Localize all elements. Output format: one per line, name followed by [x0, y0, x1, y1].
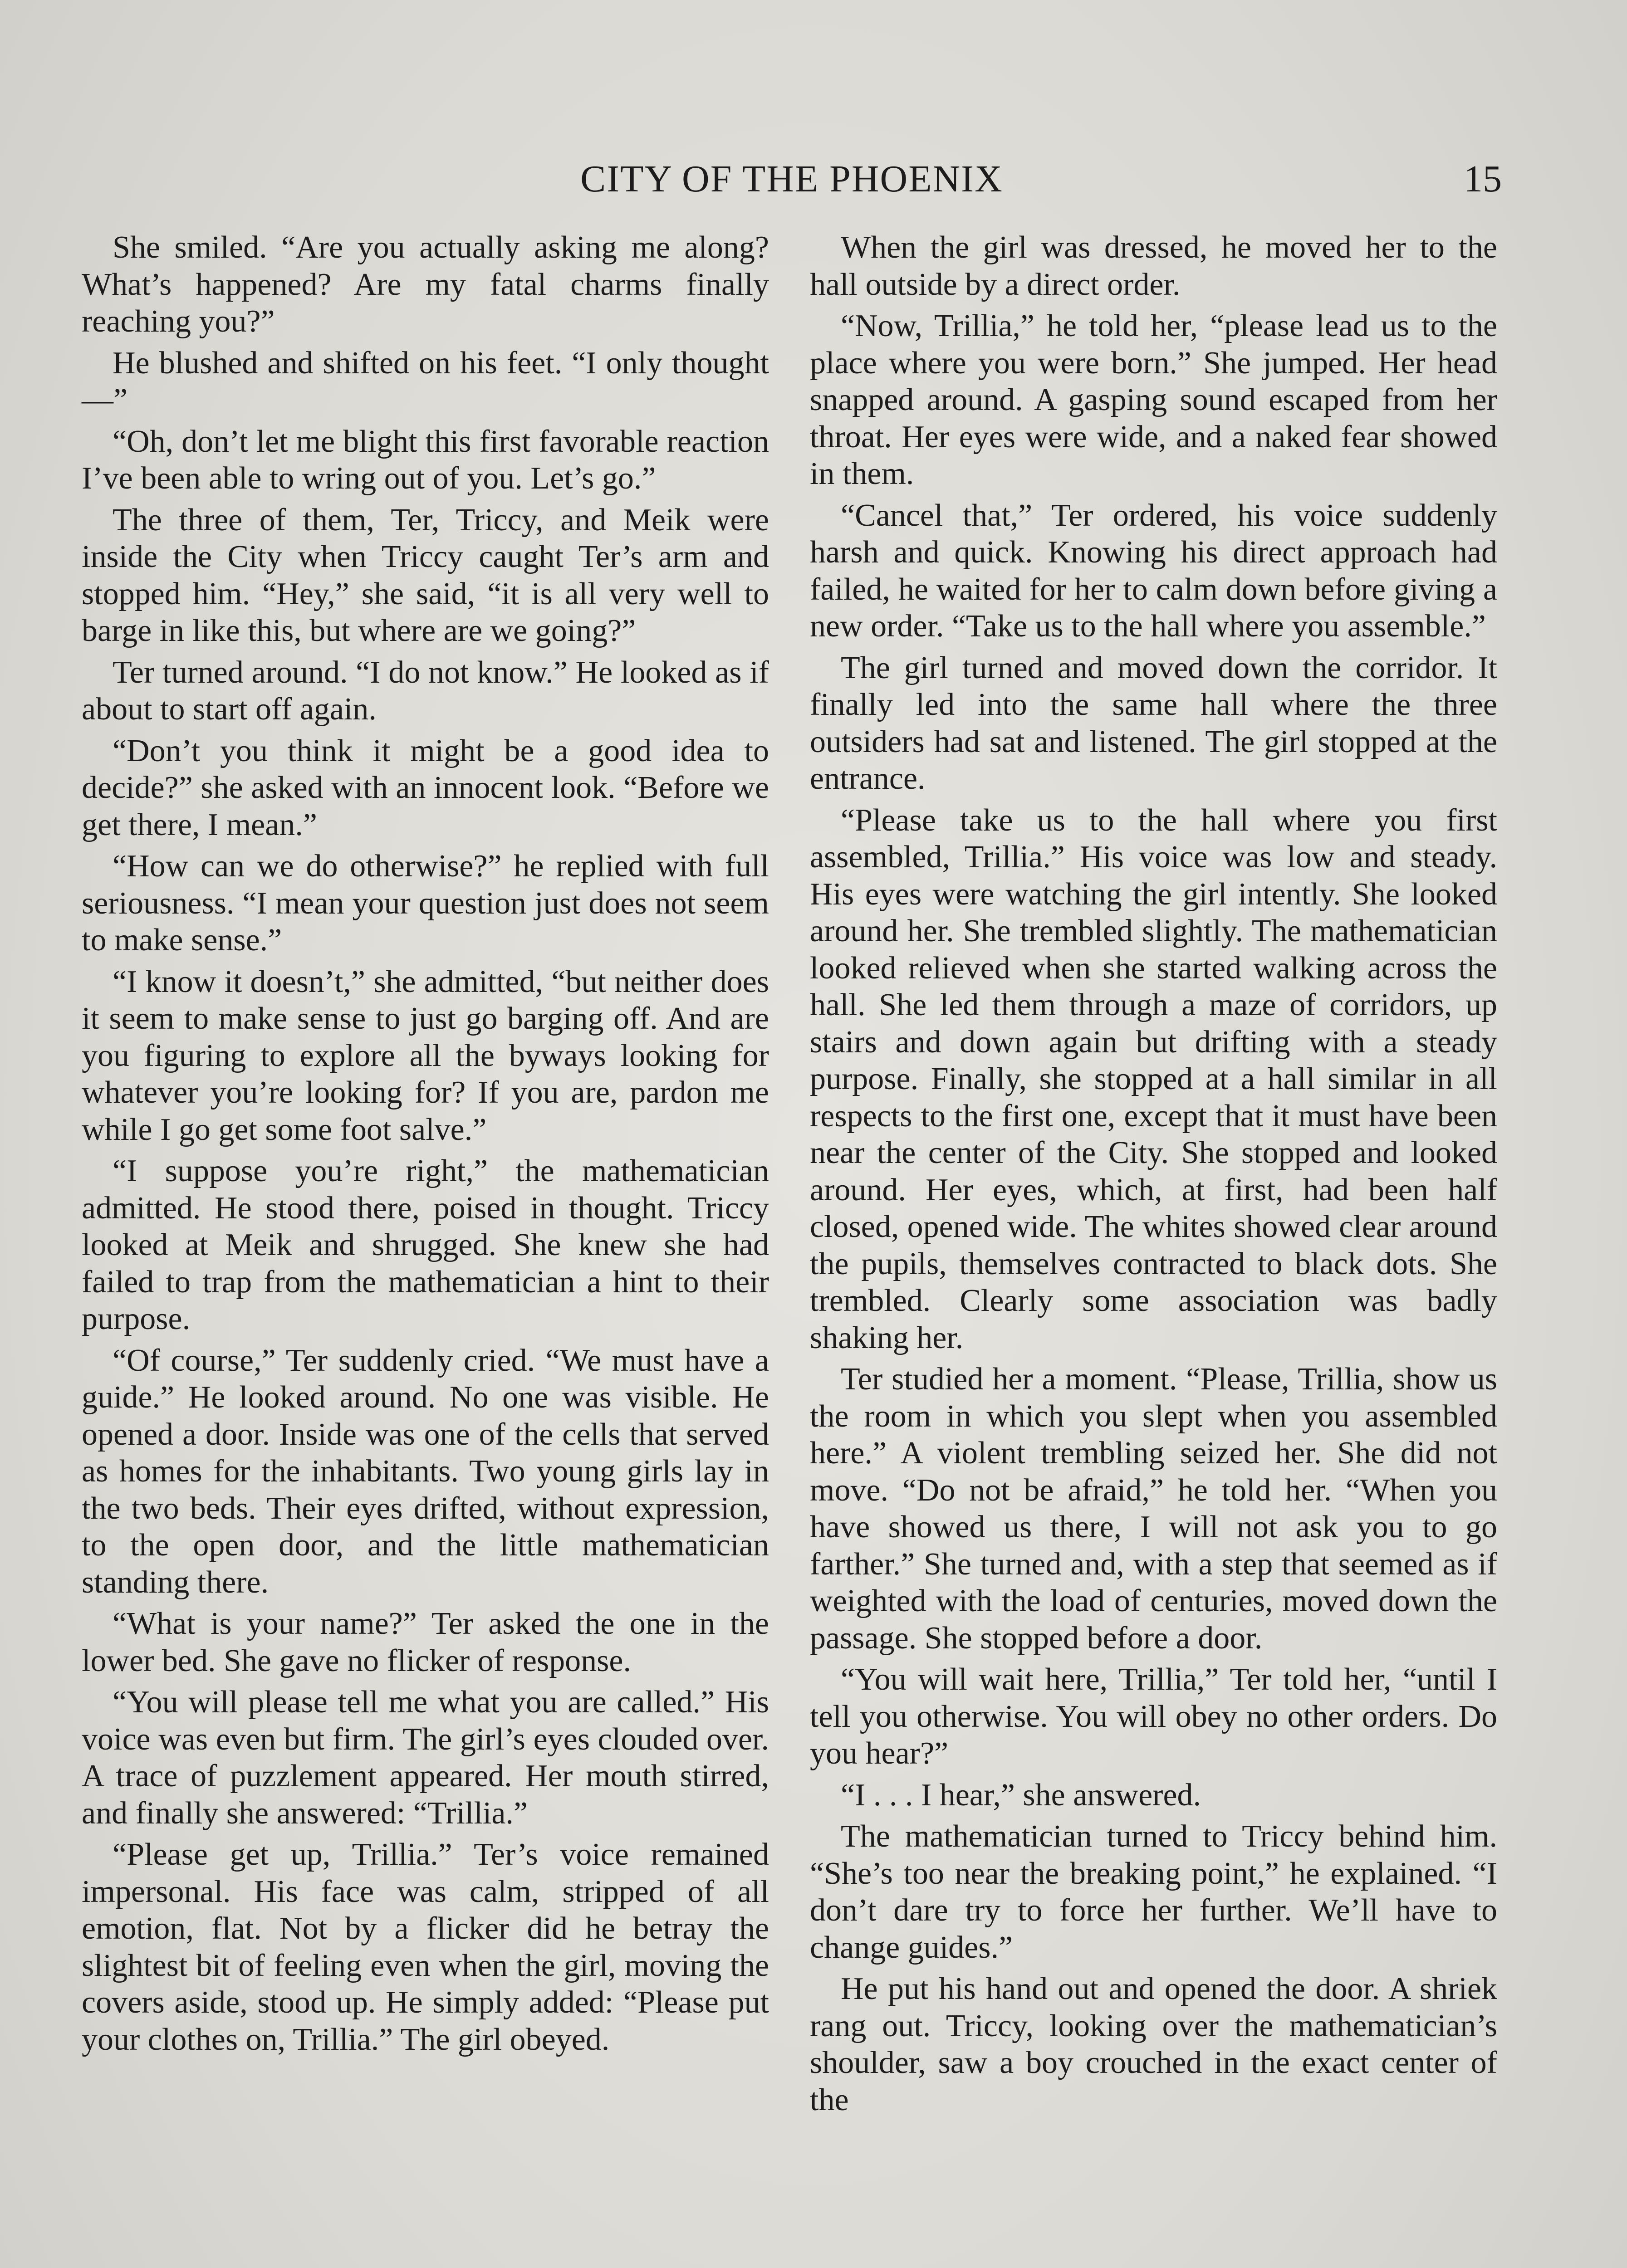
paragraph: “Don’t you think it might be a good idea to decide?” she asked with an innocent look. “Before we get there, I mean.”: [82, 733, 769, 842]
page-number: 15: [1464, 158, 1502, 200]
paragraph: “How can we do otherwise?” he replied with full seriousness. “I mean your question just does not seem to make sense.”: [82, 849, 769, 958]
paragraph: When the girl was dressed, he moved her to the hall outside by a direct order.: [810, 230, 1497, 302]
right-column: [810, 229, 1497, 2123]
paragraph: He blushed and shifted on his feet. “I only thought—”: [82, 345, 769, 417]
paragraph: “You will wait here, Trillia,” Ter told her, “until I tell you otherwise. You will obey no other orders. Do you hear?”: [810, 1662, 1497, 1771]
paragraph: “I suppose you’re right,” the mathematician admitted. He stood there, poised in thought. Triccy looked at Meik and shrugged. She knew she had failed to trap from the mathematician a hint to their purpose.: [82, 1154, 769, 1336]
paragraph: “Please get up, Trillia.” Ter’s voice remained impersonal. His face was calm, stripped of all emotion, flat. Not by a flicker did he betray the slightest bit of feeling even when the girl, moving the covers aside, stood up. He simply added: “Please put your clothes on, Trillia.” The girl obeyed.: [82, 1837, 769, 2057]
left-column: [82, 229, 769, 2063]
paragraph: “I . . . I hear,” she answered.: [841, 1777, 1201, 1813]
paragraph: The girl turned and moved down the corridor. It finally led into the same hall where the three outsiders had sat and listened. The girl stopped at the entrance.: [810, 650, 1497, 796]
paragraph: Ter studied her a moment. “Please, Trillia, show us the room in which you slept when you assembled here.” A violent trembling seized her. She did not move. “Do not be afraid,” he told her. “When you have showed us there, I will not ask you to go farther.” She turned and, with a step that seemed as if weighted with the load of centuries, moved down the passage. She stopped before a door.: [810, 1362, 1497, 1656]
paragraph: “I know it doesn’t,” she admitted, “but neither does it seem to make sense to just go barging off. And are you figuring to explore all the byways looking for whatever you’re looking for? If you are, pardon me while I go get some foot salve.”: [82, 964, 769, 1147]
running-header: [82, 154, 1502, 204]
paragraph: “You will please tell me what you are called.” His voice was even but firm. The girl’s eyes clouded over. A trace of puzzlement appeared. Her mouth stirred, and finally she answered: “Trillia.”: [82, 1685, 769, 1831]
paragraph: “Now, Trillia,” he told her, “please lead us to the place where you were born.” She jumped. Her head snapped around. A gasping sound escaped from her throat. Her eyes were wide, and a naked fear showed in them.: [810, 308, 1497, 491]
paragraph: “Of course,” Ter suddenly cried. “We must have a guide.” He looked around. No one was visible. He opened a door. Inside was one of the cells that served as homes for the inhabitants. Two young girls lay in the two beds. Their eyes drifted, without expression, to the open door, and the little mathematician standing there.: [82, 1343, 769, 1600]
paragraph: “Cancel that,” Ter ordered, his voice suddenly harsh and quick. Knowing his direct approach had failed, he waited for her to calm down before giving a new order. “Take us to the hall where you assemble.”: [810, 498, 1497, 644]
paragraph: “Oh, don’t let me blight this first favorable reaction I’ve been able to wring out of you. Let’s go.”: [82, 424, 769, 496]
paragraph: She smiled. “Are you actually asking me along? What’s happened? Are my fatal charms finally reaching you?”: [82, 230, 769, 339]
paragraph: The mathematician turned to Triccy behind him. “She’s too near the breaking point,” he explained. “I don’t dare try to force her further. We’ll have to change guides.”: [810, 1819, 1497, 1965]
paragraph: “What is your name?” Ter asked the one in the lower bed. She gave no flicker of response.: [82, 1606, 769, 1678]
paragraph: “Please take us to the hall where you first assembled, Trillia.” His voice was low and steady. His eyes were watching the girl intently. She looked around her. She trembled slightly. The mathematician looked relieved when she started walking across the hall. She led them through a maze of corridors, up stairs and down again but drifting with a steady purpose. Finally, she stopped at a hall similar in all respects to the first one, except that it must have been near the center of the City. She stopped and looked around. Her eyes, which, at first, had been half closed, opened wide. The whites showed clear around the pupils, themselves contracted to black dots. She trembled. Clearly some association was badly shaking her.: [810, 802, 1497, 1355]
paragraph: Ter turned around. “I do not know.” He looked as if about to start off again.: [82, 655, 769, 727]
paragraph: The three of them, Ter, Triccy, and Meik were inside the City when Triccy caught Ter’s arm and stopped him. “Hey,” she said, “it is all very well to barge in like this, but where are we going?”: [82, 502, 769, 648]
running-title: CITY OF THE PHOENIX: [580, 158, 1003, 200]
paragraph: He put his hand out and opened the door. A shriek rang out. Triccy, looking over the mathematician’s shoulder, saw a boy crouched in the exact center of the: [810, 1971, 1497, 2117]
